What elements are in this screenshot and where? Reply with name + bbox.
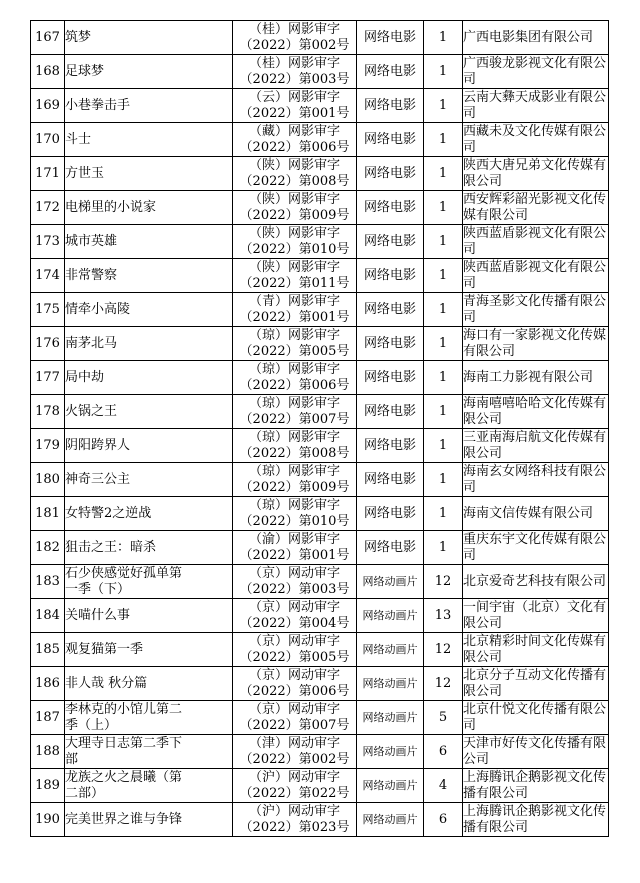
title-line: 非人哉 秋分篇 xyxy=(65,675,148,691)
company-line: 海南文信传媒有限公司 xyxy=(463,505,594,521)
title-line: 非常警察 xyxy=(65,267,118,283)
title-line: 神奇三公主 xyxy=(65,471,131,487)
type-cell: 网络电影 xyxy=(357,157,424,191)
registry-table xyxy=(30,20,609,837)
permit-number-line: （2022）第023号 xyxy=(239,819,350,835)
type-cell: 网络电影 xyxy=(357,259,424,293)
company-cell xyxy=(463,293,609,327)
permit-number-line: （京）网动审字 xyxy=(248,701,340,717)
permit-number-line: （津）网动审字 xyxy=(248,735,340,751)
permit-number-cell xyxy=(233,429,357,463)
company-line: 海南玄女网络科技有限公 xyxy=(463,463,607,479)
table-row xyxy=(31,633,609,667)
title-cell xyxy=(65,191,233,225)
company-cell xyxy=(463,395,609,429)
type-cell: 网络动画片 xyxy=(357,599,424,633)
company-line: 陕西蓝盾影视文化有限公 xyxy=(463,259,607,275)
company-line: 限公司 xyxy=(463,683,503,699)
permit-number-line: （陕）网影审字 xyxy=(248,157,340,173)
row-number: 175 xyxy=(31,293,65,327)
title-cell xyxy=(65,599,233,633)
company-cell xyxy=(463,803,609,837)
permit-number-line: （京）网动审字 xyxy=(248,599,340,615)
title-line: 电梯里的小说家 xyxy=(65,199,157,215)
company-line: 限公司 xyxy=(463,445,503,461)
permit-number-cell xyxy=(233,531,357,565)
table-row xyxy=(31,123,609,157)
episode-count-cell: 4 xyxy=(424,769,463,803)
permit-number-line: （2022）第009号 xyxy=(239,479,350,495)
company-line: 播有限公司 xyxy=(463,819,529,835)
title-line: 情牵小高陵 xyxy=(65,301,131,317)
company-line: 播有限公司 xyxy=(463,785,529,801)
company-line: 司 xyxy=(463,71,477,87)
episode-count-cell: 1 xyxy=(424,89,463,123)
episode-count-cell: 1 xyxy=(424,293,463,327)
title-line: 二部） xyxy=(65,785,105,801)
permit-number-line: （陕）网影审字 xyxy=(248,191,340,207)
title-cell xyxy=(65,497,233,531)
permit-number-cell xyxy=(233,463,357,497)
title-line: 斗士 xyxy=(65,131,92,147)
permit-number-line: （2022）第006号 xyxy=(239,377,350,393)
company-line: 广西电影集团有限公司 xyxy=(463,29,594,45)
type-cell: 网络动画片 xyxy=(357,769,424,803)
type-cell: 网络动画片 xyxy=(357,667,424,701)
permit-number-line: （沪）网动审字 xyxy=(248,769,340,785)
episode-count-cell: 1 xyxy=(424,123,463,157)
company-line: 有限公司 xyxy=(463,343,516,359)
title-line: 部 xyxy=(65,751,79,767)
permit-number-line: （2022）第006号 xyxy=(239,139,350,155)
title-cell xyxy=(65,259,233,293)
permit-number-cell xyxy=(233,327,357,361)
company-line: 司 xyxy=(463,139,477,155)
permit-number-line: （2022）第022号 xyxy=(239,785,350,801)
table-row xyxy=(31,55,609,89)
row-number: 173 xyxy=(31,225,65,259)
episode-count-cell: 1 xyxy=(424,259,463,293)
permit-number-line: （2022）第011号 xyxy=(239,275,350,291)
title-line: 季（上） xyxy=(65,717,118,733)
title-cell xyxy=(65,89,233,123)
table-row xyxy=(31,21,609,55)
table-row xyxy=(31,497,609,531)
row-number: 179 xyxy=(31,429,65,463)
permit-number-line: （2022）第001号 xyxy=(239,309,350,325)
title-line: 龙族之火之晨曦（第 xyxy=(65,769,183,785)
permit-number-line: （琼）网影审字 xyxy=(248,463,340,479)
permit-number-cell xyxy=(233,497,357,531)
permit-number-line: （京）网动审字 xyxy=(248,633,340,649)
company-cell xyxy=(463,89,609,123)
title-cell xyxy=(65,395,233,429)
type-cell: 网络电影 xyxy=(357,531,424,565)
table-row xyxy=(31,531,609,565)
episode-count-cell: 1 xyxy=(424,191,463,225)
type-cell: 网络电影 xyxy=(357,361,424,395)
company-cell xyxy=(463,361,609,395)
permit-number-line: （琼）网影审字 xyxy=(248,429,340,445)
row-number: 180 xyxy=(31,463,65,497)
company-line: 云南大彝天成影业有限公 xyxy=(463,89,607,105)
permit-number-cell xyxy=(233,735,357,769)
permit-number-cell xyxy=(233,701,357,735)
permit-number-line: （桂）网影审字 xyxy=(248,55,340,71)
title-line: 女特警2之逆战 xyxy=(65,505,152,521)
type-cell: 网络电影 xyxy=(357,327,424,361)
permit-number-line: （京）网动审字 xyxy=(248,565,340,581)
title-cell xyxy=(65,429,233,463)
title-cell xyxy=(65,701,233,735)
company-line: 司 xyxy=(463,479,477,495)
permit-number-line: （2022）第008号 xyxy=(239,173,350,189)
permit-number-cell xyxy=(233,633,357,667)
registry-table-body xyxy=(31,21,609,837)
company-cell xyxy=(463,667,609,701)
permit-number-line: （藏）网影审字 xyxy=(248,123,340,139)
title-line: 石少侠感觉好孤单第 xyxy=(65,565,183,581)
company-cell xyxy=(463,327,609,361)
title-line: 城市英雄 xyxy=(65,233,118,249)
episode-count-cell: 5 xyxy=(424,701,463,735)
company-cell xyxy=(463,55,609,89)
permit-number-line: （京）网动审字 xyxy=(248,667,340,683)
company-cell xyxy=(463,463,609,497)
title-cell xyxy=(65,55,233,89)
title-cell xyxy=(65,463,233,497)
company-line: 西安辉彩韶光影视文化传 xyxy=(463,191,607,207)
permit-number-cell xyxy=(233,293,357,327)
episode-count-cell: 1 xyxy=(424,361,463,395)
title-cell xyxy=(65,803,233,837)
table-row xyxy=(31,599,609,633)
company-line: 司 xyxy=(463,717,477,733)
company-line: 限公司 xyxy=(463,411,503,427)
table-row xyxy=(31,565,609,599)
company-line: 公司 xyxy=(463,751,490,767)
row-number: 188 xyxy=(31,735,65,769)
episode-count-cell: 13 xyxy=(424,599,463,633)
title-line: 火锅之王 xyxy=(65,403,118,419)
episode-count-cell: 1 xyxy=(424,497,463,531)
episode-count-cell: 1 xyxy=(424,463,463,497)
title-cell xyxy=(65,293,233,327)
company-cell xyxy=(463,225,609,259)
episode-count-cell: 12 xyxy=(424,667,463,701)
title-line: 阴阳跨界人 xyxy=(65,437,131,453)
title-cell xyxy=(65,21,233,55)
permit-number-line: （2022）第003号 xyxy=(239,581,350,597)
company-cell xyxy=(463,191,609,225)
company-line: 西藏未及文化传媒有限公 xyxy=(463,123,607,139)
permit-number-cell xyxy=(233,89,357,123)
type-cell: 网络动画片 xyxy=(357,701,424,735)
permit-number-line: （2022）第001号 xyxy=(239,105,350,121)
company-line: 司 xyxy=(463,275,477,291)
company-cell xyxy=(463,769,609,803)
company-cell xyxy=(463,429,609,463)
row-number: 178 xyxy=(31,395,65,429)
row-number: 177 xyxy=(31,361,65,395)
permit-number-line: （琼）网影审字 xyxy=(248,361,340,377)
company-line: 天津市好传文化传播有限 xyxy=(463,735,607,751)
permit-number-line: （桂）网影审字 xyxy=(248,21,340,37)
permit-number-line: （琼）网影审字 xyxy=(248,497,340,513)
type-cell: 网络电影 xyxy=(357,293,424,327)
title-line: 一季（下） xyxy=(65,581,131,597)
title-line: 局中劫 xyxy=(65,369,105,385)
company-line: 海南嘻嘻哈哈文化传媒有 xyxy=(463,395,607,411)
permit-number-line: （2022）第007号 xyxy=(239,411,350,427)
title-cell xyxy=(65,123,233,157)
title-cell xyxy=(65,157,233,191)
row-number: 183 xyxy=(31,565,65,599)
permit-number-line: （2022）第010号 xyxy=(239,241,350,257)
permit-number-line: （2022）第003号 xyxy=(239,71,350,87)
type-cell: 网络电影 xyxy=(357,55,424,89)
table-row xyxy=(31,769,609,803)
company-line: 司 xyxy=(463,105,477,121)
title-cell xyxy=(65,361,233,395)
company-line: 一间宇宙（北京）文化有 xyxy=(463,599,607,615)
title-cell xyxy=(65,327,233,361)
row-number: 181 xyxy=(31,497,65,531)
table-row xyxy=(31,89,609,123)
permit-number-line: （2022）第005号 xyxy=(239,343,350,359)
table-row xyxy=(31,463,609,497)
title-cell xyxy=(65,565,233,599)
company-line: 司 xyxy=(463,309,477,325)
company-cell xyxy=(463,633,609,667)
permit-number-cell xyxy=(233,361,357,395)
episode-count-cell: 12 xyxy=(424,565,463,599)
company-line: 北京分子互动文化传播有 xyxy=(463,667,607,683)
title-line: 大理寺日志第二季下 xyxy=(65,735,183,751)
episode-count-cell: 12 xyxy=(424,633,463,667)
permit-number-cell xyxy=(233,565,357,599)
episode-count-cell: 1 xyxy=(424,225,463,259)
company-line: 限公司 xyxy=(463,173,503,189)
company-cell xyxy=(463,735,609,769)
company-line: 司 xyxy=(463,241,477,257)
company-line: 上海腾讯企鹅影视文化传 xyxy=(463,803,607,819)
permit-number-line: （青）网影审字 xyxy=(248,293,340,309)
permit-number-line: （陕）网影审字 xyxy=(248,225,340,241)
table-row xyxy=(31,361,609,395)
company-line: 广西骏龙影视文化有限公 xyxy=(463,55,607,71)
permit-number-line: （云）网影审字 xyxy=(248,89,340,105)
row-number: 168 xyxy=(31,55,65,89)
permit-number-cell xyxy=(233,21,357,55)
table-row xyxy=(31,701,609,735)
row-number: 182 xyxy=(31,531,65,565)
permit-number-cell xyxy=(233,123,357,157)
table-row xyxy=(31,395,609,429)
type-cell: 网络动画片 xyxy=(357,633,424,667)
table-row xyxy=(31,327,609,361)
table-row xyxy=(31,157,609,191)
permit-number-line: （2022）第007号 xyxy=(239,717,350,733)
company-cell xyxy=(463,701,609,735)
title-line: 李林克的小馆儿第二 xyxy=(65,701,183,717)
permit-number-cell xyxy=(233,225,357,259)
row-number: 172 xyxy=(31,191,65,225)
type-cell: 网络电影 xyxy=(357,463,424,497)
title-cell xyxy=(65,225,233,259)
row-number: 169 xyxy=(31,89,65,123)
permit-number-line: （陕）网影审字 xyxy=(248,259,340,275)
company-cell xyxy=(463,21,609,55)
permit-number-line: （2022）第005号 xyxy=(239,649,350,665)
row-number: 185 xyxy=(31,633,65,667)
row-number: 189 xyxy=(31,769,65,803)
permit-number-cell xyxy=(233,769,357,803)
company-line: 司 xyxy=(463,547,477,563)
type-cell: 网络电影 xyxy=(357,123,424,157)
title-line: 筑梦 xyxy=(65,29,92,45)
company-line: 上海腾讯企鹅影视文化传 xyxy=(463,769,607,785)
company-line: 陕西蓝盾影视文化有限公 xyxy=(463,225,607,241)
company-cell xyxy=(463,497,609,531)
permit-number-line: （琼）网影审字 xyxy=(248,327,340,343)
permit-number-line: （2022）第002号 xyxy=(239,37,350,53)
permit-number-line: （2022）第004号 xyxy=(239,615,350,631)
table-row xyxy=(31,225,609,259)
permit-number-cell xyxy=(233,55,357,89)
company-line: 北京爱奇艺科技有限公司 xyxy=(463,573,607,589)
title-cell xyxy=(65,735,233,769)
company-line: 北京什悦文化传播有限公 xyxy=(463,701,607,717)
permit-number-cell xyxy=(233,157,357,191)
company-line: 重庆东宇文化传媒有限公 xyxy=(463,531,607,547)
row-number: 167 xyxy=(31,21,65,55)
type-cell: 网络动画片 xyxy=(357,735,424,769)
table-row xyxy=(31,429,609,463)
title-line: 方世玉 xyxy=(65,165,105,181)
type-cell: 网络电影 xyxy=(357,225,424,259)
permit-number-cell xyxy=(233,395,357,429)
type-cell: 网络电影 xyxy=(357,21,424,55)
permit-number-line: （2022）第009号 xyxy=(239,207,350,223)
permit-number-cell xyxy=(233,599,357,633)
type-cell: 网络电影 xyxy=(357,89,424,123)
title-line: 关喵什么事 xyxy=(65,607,131,623)
company-cell xyxy=(463,531,609,565)
episode-count-cell: 1 xyxy=(424,531,463,565)
row-number: 186 xyxy=(31,667,65,701)
title-line: 观复猫第一季 xyxy=(65,641,144,657)
table-row xyxy=(31,803,609,837)
table-row xyxy=(31,293,609,327)
company-line: 媒有限公司 xyxy=(463,207,529,223)
row-number: 190 xyxy=(31,803,65,837)
row-number: 184 xyxy=(31,599,65,633)
permit-number-line: （渝）网影审字 xyxy=(248,531,340,547)
company-line: 北京精彩时间文化传媒有 xyxy=(463,633,607,649)
table-row xyxy=(31,191,609,225)
title-line: 小巷拳击手 xyxy=(65,97,131,113)
permit-number-line: （2022）第010号 xyxy=(239,513,350,529)
permit-number-cell xyxy=(233,803,357,837)
episode-count-cell: 1 xyxy=(424,21,463,55)
type-cell: 网络动画片 xyxy=(357,565,424,599)
table-row xyxy=(31,735,609,769)
permit-number-cell xyxy=(233,191,357,225)
type-cell: 网络电影 xyxy=(357,191,424,225)
permit-number-line: （2022）第001号 xyxy=(239,547,350,563)
type-cell: 网络电影 xyxy=(357,429,424,463)
episode-count-cell: 6 xyxy=(424,803,463,837)
permit-number-cell xyxy=(233,259,357,293)
company-cell xyxy=(463,565,609,599)
permit-number-line: （沪）网动审字 xyxy=(248,803,340,819)
company-line: 海南工力影视有限公司 xyxy=(463,369,594,385)
permit-number-line: （2022）第006号 xyxy=(239,683,350,699)
row-number: 171 xyxy=(31,157,65,191)
episode-count-cell: 1 xyxy=(424,157,463,191)
permit-number-cell xyxy=(233,667,357,701)
episode-count-cell: 1 xyxy=(424,429,463,463)
row-number: 170 xyxy=(31,123,65,157)
type-cell: 网络电影 xyxy=(357,497,424,531)
company-line: 限公司 xyxy=(463,649,503,665)
title-cell xyxy=(65,633,233,667)
table-row xyxy=(31,667,609,701)
episode-count-cell: 6 xyxy=(424,735,463,769)
company-cell xyxy=(463,259,609,293)
company-line: 青海圣影文化传播有限公 xyxy=(463,293,607,309)
table-row xyxy=(31,259,609,293)
type-cell: 网络动画片 xyxy=(357,803,424,837)
episode-count-cell: 1 xyxy=(424,55,463,89)
title-line: 南茅北马 xyxy=(65,335,118,351)
row-number: 187 xyxy=(31,701,65,735)
company-cell xyxy=(463,157,609,191)
company-line: 陕西大唐兄弟文化传媒有 xyxy=(463,157,607,173)
title-line: 狙击之王：暗杀 xyxy=(65,539,157,555)
row-number: 176 xyxy=(31,327,65,361)
row-number: 174 xyxy=(31,259,65,293)
title-line: 足球梦 xyxy=(65,63,105,79)
type-cell: 网络电影 xyxy=(357,395,424,429)
permit-number-line: （琼）网影审字 xyxy=(248,395,340,411)
company-cell xyxy=(463,123,609,157)
permit-number-line: （2022）第002号 xyxy=(239,751,350,767)
title-cell xyxy=(65,531,233,565)
company-cell xyxy=(463,599,609,633)
episode-count-cell: 1 xyxy=(424,327,463,361)
title-cell xyxy=(65,667,233,701)
episode-count-cell: 1 xyxy=(424,395,463,429)
title-cell xyxy=(65,769,233,803)
permit-number-line: （2022）第008号 xyxy=(239,445,350,461)
company-line: 限公司 xyxy=(463,615,503,631)
title-line: 完美世界之谁与争锋 xyxy=(65,811,183,827)
company-line: 海口有一家影视文化传媒 xyxy=(463,327,607,343)
company-line: 三亚南海启航文化传媒有 xyxy=(463,429,607,445)
